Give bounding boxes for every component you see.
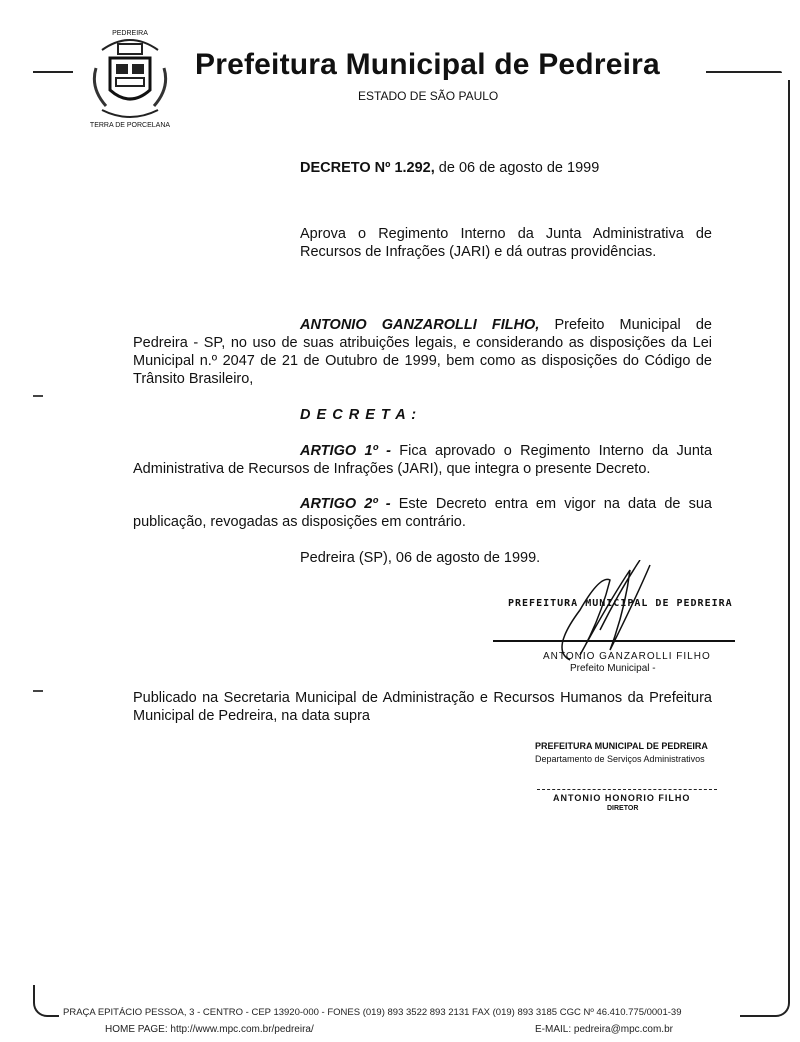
footer-email: E-MAIL: pedreira@mpc.com.br [535,1024,673,1035]
scan-mark [33,690,43,692]
article-2-text: Este Decreto entra em vigor na data de sua publicação, revogadas as disposições em contrário. [133,496,712,530]
frame-line [788,80,790,998]
signature-line [493,640,735,642]
place-date: Pedreira (SP), 06 de agosto de 1999. [300,550,541,566]
crest-text-bottom: TERRA DE PORCELANA [89,122,171,129]
frame-line [33,71,73,73]
decree-heading [300,159,599,177]
coat-of-arms-logo [88,28,172,132]
article-1-label: ARTIGO 1º - [300,443,391,459]
frame-line [706,71,782,73]
crest-text-top: PEDREIRA [112,30,148,37]
preamble-text: Prefeito Municipal de Pedreira - SP, no uso de suas atribuições legais, e considerando as disposições da Lei Municipal n.º 2047 de 21 de Outubro de 1999, bem como as disposições do Código de Trânsito Brasileiro, [133,317,713,387]
mayor-signature-role: Prefeito Municipal - [570,663,656,674]
footer-address: PRAÇA EPITÁCIO PESSOA, 3 - CENTRO - CEP 13920-000 - FONES (019) 893 3522 893 2131 FAX (019) 893 3185 CGC Nº 46.410.775/0001-39 [63,1007,682,1018]
article-2 [133,495,712,531]
mayor-signature-name: ANTONIO GANZAROLLI FILHO [543,651,711,662]
article-1 [133,442,712,478]
secretariat-stamp: PREFEITURA MUNICIPAL DE PEDREIRA [535,741,708,751]
state-subtitle: ESTADO DE SÃO PAULO [358,89,499,103]
ementa: Aprova o Regimento Interno da Junta Administrativa de Recursos de Infrações (JARI) e dá outras providências. [300,226,712,260]
director-role: DIRETOR [607,805,639,812]
decree-number: DECRETO Nº 1.292, [300,160,435,176]
article-1-text: Fica aprovado o Regimento Interno da Junta Administrativa de Recursos de Infrações (JARI), que integra o presente Decreto. [133,443,713,477]
mayor-stamp: PREFEITURA MUNICIPAL DE PEDREIRA [508,598,733,609]
page-title: Prefeitura Municipal de Pedreira [195,48,660,81]
signature-line [537,789,717,791]
article-2-label: ARTIGO 2º - [300,496,391,512]
scan-mark [33,395,43,397]
department-name: Departamento de Serviços Administrativos [535,754,705,764]
publication-note: Publicado na Secretaria Municipal de Administração e Recursos Humanos da Prefeitura Municipal de Pedreira, na data supra [133,690,712,724]
frame-line [740,985,790,1017]
decreta-heading: D E C R E T A : [300,407,418,423]
footer-homepage: HOME PAGE: http://www.mpc.com.br/pedreira/ [105,1024,314,1035]
director-name: ANTONIO HONORIO FILHO [553,793,691,803]
preamble [133,316,712,388]
decree-date: de 06 de agosto de 1999 [434,160,600,176]
frame-line [33,985,59,1017]
mayor-name: ANTONIO GANZAROLLI FILHO, [300,317,540,333]
